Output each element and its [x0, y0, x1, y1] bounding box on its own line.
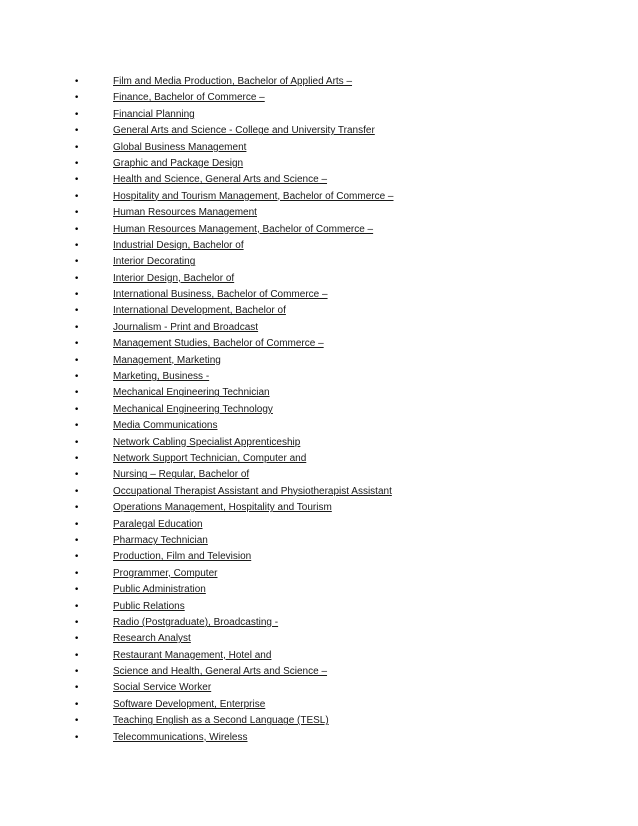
bullet-icon: •	[74, 421, 80, 432]
bullet-icon: •	[74, 503, 80, 514]
list-item	[0, 680, 638, 696]
list-item	[0, 664, 638, 680]
program-link[interactable]: Human Resources Management	[113, 207, 257, 219]
list-item	[0, 172, 638, 188]
bullet-icon: •	[74, 142, 80, 153]
list-item	[0, 369, 638, 385]
list-item	[0, 123, 638, 139]
bullet-icon: •	[74, 77, 80, 87]
bullet-icon: •	[74, 355, 80, 366]
program-link[interactable]: Interior Decorating	[113, 256, 196, 268]
list-item	[0, 730, 638, 746]
list-item	[0, 451, 638, 467]
program-link[interactable]: Restaurant Management, Hotel and	[113, 649, 272, 661]
program-link[interactable]: Journalism - Print and Broadcast	[113, 321, 259, 333]
list-item	[0, 697, 638, 713]
bullet-icon: •	[74, 109, 80, 120]
program-link[interactable]: Management, Marketing	[113, 354, 221, 366]
program-link[interactable]: Production, Film and Television	[113, 551, 252, 563]
list-item	[0, 648, 638, 664]
list-item	[0, 435, 638, 451]
program-link[interactable]: Public Relations	[113, 600, 185, 612]
list-item	[0, 107, 638, 123]
program-link[interactable]: Nursing – Regular, Bachelor of	[113, 469, 250, 481]
bullet-icon: •	[74, 306, 80, 317]
bullet-icon: •	[74, 732, 80, 743]
list-item	[0, 189, 638, 205]
bullet-icon: •	[74, 453, 80, 464]
program-link[interactable]: International Development, Bachelor of	[113, 305, 286, 317]
bullet-icon: •	[74, 650, 80, 661]
program-link[interactable]: Health and Science, General Arts and Science –	[113, 174, 328, 186]
program-link[interactable]: Financial Planning	[113, 108, 195, 120]
list-item	[0, 238, 638, 254]
bullet-icon: •	[74, 470, 80, 481]
bullet-icon: •	[74, 388, 80, 399]
program-link[interactable]: Film and Media Production, Bachelor of Applied Arts –	[113, 76, 353, 87]
list-item	[0, 287, 638, 303]
list-item	[0, 615, 638, 631]
bullet-icon: •	[74, 716, 80, 727]
bullet-icon: •	[74, 585, 80, 596]
bullet-icon: •	[74, 683, 80, 694]
bullet-icon: •	[74, 601, 80, 612]
bullet-icon: •	[74, 224, 80, 235]
list-item	[0, 140, 638, 156]
program-link[interactable]: Network Cabling Specialist Apprenticeship	[113, 436, 301, 448]
list-item	[0, 303, 638, 319]
list-item	[0, 549, 638, 565]
bullet-icon: •	[74, 568, 80, 579]
list-item	[0, 336, 638, 352]
list-item	[0, 74, 638, 90]
program-link[interactable]: Pharmacy Technician	[113, 534, 208, 546]
program-link[interactable]: Software Development, Enterprise	[113, 698, 266, 710]
bullet-icon: •	[74, 667, 80, 678]
program-link[interactable]: Occupational Therapist Assistant and Physiotherapist Assistant	[113, 485, 392, 497]
list-item	[0, 222, 638, 238]
list-item	[0, 533, 638, 549]
program-link[interactable]: Science and Health, General Arts and Science –	[113, 666, 328, 678]
bullet-icon: •	[74, 290, 80, 301]
program-link[interactable]: Mechanical Engineering Technician	[113, 387, 270, 399]
bullet-icon: •	[74, 175, 80, 186]
program-link[interactable]: Paralegal Education	[113, 518, 203, 530]
program-link[interactable]: Industrial Design, Bachelor of	[113, 239, 244, 251]
program-link[interactable]: Mechanical Engineering Technology	[113, 403, 273, 415]
list-item	[0, 385, 638, 401]
list-item	[0, 599, 638, 615]
program-link[interactable]: International Business, Bachelor of Commerce –	[113, 289, 328, 301]
list-item	[0, 90, 638, 106]
program-link[interactable]: Management Studies, Bachelor of Commerce –	[113, 338, 324, 350]
list-item	[0, 713, 638, 729]
program-link[interactable]: Finance, Bachelor of Commerce –	[113, 92, 265, 104]
list-item	[0, 271, 638, 287]
list-item	[0, 631, 638, 647]
list-item	[0, 353, 638, 369]
list-item	[0, 402, 638, 418]
program-link[interactable]: Human Resources Management, Bachelor of Commerce –	[113, 223, 374, 235]
bullet-icon: •	[74, 535, 80, 546]
list-item	[0, 205, 638, 221]
bullet-icon: •	[74, 519, 80, 530]
program-link[interactable]: Media Communications	[113, 420, 218, 432]
bullet-icon: •	[74, 699, 80, 710]
list-item	[0, 566, 638, 582]
bullet-icon: •	[74, 158, 80, 169]
bullet-icon: •	[74, 339, 80, 350]
program-list	[0, 74, 638, 746]
bullet-icon: •	[74, 273, 80, 284]
bullet-icon: •	[74, 240, 80, 251]
bullet-icon: •	[74, 126, 80, 137]
program-link[interactable]: Network Support Technician, Computer and	[113, 452, 307, 464]
list-item	[0, 320, 638, 336]
list-item	[0, 418, 638, 434]
bullet-icon: •	[74, 257, 80, 268]
program-link[interactable]: General Arts and Science - College and University Transfer	[113, 125, 375, 137]
program-link[interactable]: Interior Design, Bachelor of	[113, 272, 235, 284]
list-item	[0, 582, 638, 598]
list-item	[0, 467, 638, 483]
bullet-icon: •	[74, 617, 80, 628]
list-item	[0, 517, 638, 533]
program-link[interactable]: Public Administration	[113, 584, 206, 596]
program-link[interactable]: Programmer, Computer	[113, 567, 218, 579]
bullet-icon: •	[74, 372, 80, 383]
bullet-icon: •	[74, 634, 80, 645]
program-link[interactable]: Marketing, Business -	[113, 371, 210, 383]
list-item	[0, 254, 638, 270]
program-link[interactable]: Teaching English as a Second Language (TESL)	[113, 715, 329, 727]
program-link[interactable]: Social Service Worker	[113, 682, 212, 694]
bullet-icon: •	[74, 322, 80, 333]
bullet-icon: •	[74, 486, 80, 497]
bullet-icon: •	[74, 208, 80, 219]
program-link[interactable]: Research Analyst	[113, 633, 191, 645]
list-item	[0, 500, 638, 516]
bullet-icon: •	[74, 404, 80, 415]
bullet-icon: •	[74, 93, 80, 104]
program-link[interactable]: Graphic and Package Design	[113, 157, 244, 169]
program-link[interactable]: Telecommunications, Wireless	[113, 731, 248, 743]
program-link[interactable]: Hospitality and Tourism Management, Bachelor of Commerce –	[113, 190, 394, 202]
list-item	[0, 484, 638, 500]
program-link[interactable]: Radio (Postgraduate), Broadcasting -	[113, 616, 279, 628]
program-link[interactable]: Operations Management, Hospitality and Tourism	[113, 502, 332, 514]
list-item	[0, 156, 638, 172]
bullet-icon: •	[74, 552, 80, 563]
bullet-icon: •	[74, 437, 80, 448]
program-link[interactable]: Global Business Management	[113, 141, 247, 153]
bullet-icon: •	[74, 191, 80, 202]
